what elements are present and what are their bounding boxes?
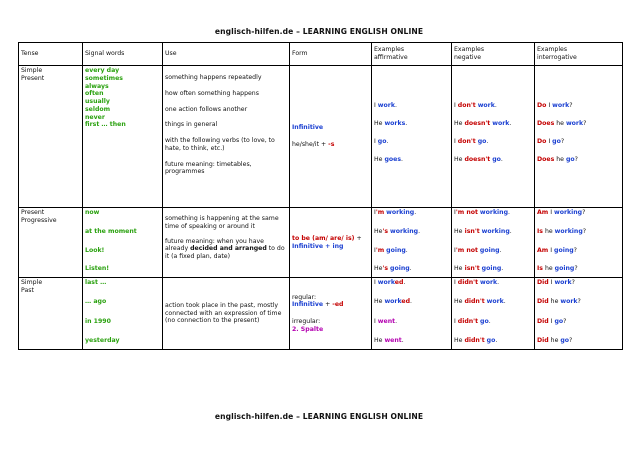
auxiliary: 'm [375,246,385,254]
use-present-progressive [163,208,290,278]
form-plus: + [354,234,362,242]
verb: going [390,265,410,273]
affirmative-present-progressive [372,208,452,278]
interrogative-simple-past [535,278,623,350]
subject: I [374,102,376,109]
verb: work [384,298,402,306]
auxiliary: Did [537,298,549,306]
verb: work [552,102,570,109]
verb: goes [384,156,401,164]
auxiliary: Do [537,102,547,109]
punct: . [401,156,403,164]
form-present-progressive [290,208,372,278]
subject: I [550,279,553,286]
punct: . [503,298,506,306]
punct: . [499,246,502,254]
form-simple-present [290,66,372,208]
subject: he [556,120,564,128]
example-sentence [537,138,620,146]
use-simple-present [163,66,290,208]
punct: . [488,317,491,325]
punct: ? [569,337,573,345]
punct: . [409,265,412,273]
signal-word: first … then [85,121,126,129]
subject: he [550,337,559,345]
form-infinitive: Infinitive [292,242,324,250]
tense-present-progressive [19,208,83,278]
negative-simple-past [452,278,535,350]
tenses-table [18,42,623,350]
punct: . [495,337,498,345]
example-sentence [537,156,620,164]
header-row [19,43,623,66]
use-text: future meaning: when you have already [165,237,264,253]
header-use: Use [163,43,290,66]
verb: going [554,265,575,273]
auxiliary: Did [537,317,549,325]
form-suffix: -s [328,141,335,148]
subject: he [556,156,564,164]
punct: . [494,102,497,109]
auxiliary: doesn't [464,120,491,128]
negative-present-progressive [452,208,535,278]
verb: go [377,138,387,146]
verb: work [377,102,395,109]
punct: . [403,279,406,286]
subject: He [374,120,383,128]
page-footer-title: englisch-hilfen.de – LEARNING ENGLISH ONLINE [214,412,424,421]
punct: ? [582,209,586,216]
auxiliary: Does [537,156,555,164]
subject: he [550,298,559,306]
auxiliary: doesn't [464,156,491,164]
header-negative [452,43,535,66]
example-sentence [374,318,449,326]
signal-word: every day [85,67,120,74]
auxiliary: didn't [457,317,479,325]
subject: I [374,279,376,286]
verb: go [552,138,561,146]
example-sentence [454,102,532,110]
form-suffix: -ed [332,301,344,309]
punct: . [394,102,397,109]
punct: . [500,156,503,164]
verb: go [477,138,487,146]
auxiliary: Is [537,265,543,273]
header-negative-line2: negative [454,54,482,61]
example-sentence [454,265,532,273]
verb: went [377,317,396,325]
subject: He [374,156,383,164]
punct: ? [583,120,587,128]
auxiliary: Did [537,279,549,286]
use-item: things in general [165,121,218,129]
form-rule [292,301,369,309]
signal-word: in 1990 [85,317,111,325]
auxiliary: Am [537,246,549,254]
use-item: something happens repeatedly [165,74,262,81]
use-item: with the following verbs (to love, to hate, to think, etc.) [165,137,275,152]
signal-words-simple-present [83,66,163,208]
page-header-title: englisch-hilfen.de – LEARNING ENGLISH ONLINE [214,27,424,36]
header-negative-line1: Examples [454,46,485,54]
subject: He [454,120,463,128]
subject: I [374,246,376,254]
example-sentence [454,337,532,345]
punct: . [386,138,389,146]
form-rule [292,141,369,149]
row-present-progressive [19,208,623,278]
punct: ? [569,102,573,109]
example-sentence [454,209,532,217]
tense-label: Past [21,286,34,294]
verb: going [481,265,502,273]
auxiliary: isn't [462,227,480,235]
subject: I [454,209,456,216]
header-form: Form [290,43,372,66]
verb: go [492,156,501,164]
example-sentence [454,138,532,146]
auxiliary: 's [382,227,389,235]
signal-word: now [85,209,100,216]
auxiliary: 'm not [455,209,478,216]
example-sentence [374,337,449,345]
verb: go [565,156,575,164]
auxiliary: didn't [457,279,479,286]
verb: go [560,337,570,345]
verb: work [477,102,495,109]
example-sentence [374,298,449,306]
verb: working [481,227,510,235]
signal-words-present-progressive [83,208,163,278]
punct: ? [582,227,587,235]
auxiliary: 's [382,265,389,273]
verb: working [554,209,583,216]
punct: ? [560,138,565,146]
row-simple-present [19,66,623,208]
subject: He [374,265,383,273]
example-sentence [454,156,532,164]
verb-ending: ed [394,279,404,286]
negative-simple-present [452,66,535,208]
signal-word: Look! [85,246,105,254]
verb: went [384,337,402,345]
verb: work [486,298,504,306]
signal-word: … ago [85,298,107,306]
example-sentence [374,120,449,128]
header-affirmative-line1: Examples [374,46,405,54]
verb: working [479,209,509,216]
auxiliary: isn't [462,265,480,273]
form-regular-label: regular: [292,293,317,301]
example-sentence [537,102,620,110]
auxiliary: didn't [464,337,485,345]
subject: I [374,209,376,216]
use-item: how often something happens [165,89,259,97]
subject: he [544,227,553,235]
punct: . [414,209,417,216]
punct: ? [571,279,575,286]
tense-label: Simple [21,67,43,74]
header-tense: Tense [19,43,83,66]
subject: I [454,138,456,146]
punct: . [401,337,404,345]
example-sentence [537,318,620,326]
example-sentence [374,138,449,146]
punct: . [497,279,500,286]
subject: I [548,138,551,146]
header-interrogative [535,43,623,66]
verb: go [480,317,489,325]
example-sentence [374,228,449,236]
auxiliary: Did [537,337,549,345]
subject: He [374,227,383,235]
example-sentence [537,228,620,236]
subject: I [548,102,551,109]
verb: going [554,246,574,254]
subject: I [454,246,456,254]
example-sentence [454,318,532,326]
auxiliary: don't [457,138,476,146]
subject: I [550,317,553,325]
punct: . [410,298,413,306]
subject: He [454,337,463,345]
header-affirmative-line2: affirmative [374,54,408,61]
verb: working [554,227,583,235]
signal-word: yesterday [85,337,120,345]
verb: going [479,246,500,254]
auxiliary: Am [537,209,549,216]
subject: He [454,298,463,306]
signal-word: Listen! [85,265,110,273]
form-infinitive: Infinitive [292,301,324,309]
form-rule-text: he/she/it + [292,141,329,148]
example-sentence [374,209,449,217]
punct: . [405,120,408,128]
example-sentence [537,247,620,255]
punct: ? [574,265,578,273]
example-sentence [454,279,532,287]
subject: He [454,156,463,164]
example-sentence [537,120,620,128]
example-sentence [454,247,532,255]
verb: work [554,279,572,286]
tense-label: Present [21,74,45,82]
subject: I [454,279,456,286]
punct: ? [577,298,581,306]
example-sentence [454,228,532,236]
signal-word: often [85,90,104,98]
example-sentence [537,209,620,217]
punct: . [508,209,510,216]
use-item: future meaning: timetables, programmes [165,160,252,176]
verb: work [480,279,498,286]
form-to-be: to be (am/ are/ is) [292,234,355,242]
example-sentence [374,247,449,255]
example-sentence [537,279,620,287]
verb: go [486,337,496,345]
punct: . [405,246,408,254]
subject: I [454,102,456,109]
auxiliary: don't [457,102,476,109]
form-irregular-label: irregular: [292,318,321,325]
example-sentence [374,156,449,164]
form-plus: + [323,301,333,309]
punct: . [395,317,398,325]
subject: I [454,317,456,325]
verb: going [386,246,406,254]
auxiliary: 'm not [455,246,478,254]
example-sentence [537,265,620,273]
signal-word: always [85,82,109,90]
example-sentence [454,298,532,306]
example-sentence [454,120,532,128]
subject: I [550,246,553,254]
example-sentence [537,337,620,345]
auxiliary: didn't [464,298,485,306]
subject: He [374,337,383,345]
example-sentence [374,279,449,287]
form-infinitive: Infinitive [292,124,324,132]
use-text: to do it (a fixed plan, date) [165,245,285,260]
signal-word: last … [85,279,107,286]
tense-label: Simple [21,279,43,286]
verb: work [560,298,578,306]
interrogative-present-progressive [535,208,623,278]
auxiliary: Is [537,227,543,235]
form-irregular-rule: 2. Spalte [292,325,324,333]
use-item: one action follows another [165,105,248,113]
verb: work [377,279,395,286]
punct: . [509,120,512,128]
verb: working [390,227,419,235]
use-item [165,238,287,261]
tense-label: Present [21,209,45,216]
header-signal-words: Signal words [83,43,163,66]
subject: He [374,298,383,306]
verb: works [384,120,406,128]
verb: work [565,120,584,128]
punct: . [486,138,489,146]
subject: I [374,317,376,325]
signal-words-simple-past [83,278,163,350]
subject: He [454,227,463,235]
example-sentence [537,298,620,306]
subject: I [374,138,376,146]
punct: . [418,227,421,235]
verb: work [492,120,510,128]
signal-word: never [85,113,105,121]
header-affirmative [372,43,452,66]
auxiliary: Do [537,138,547,146]
form-simple-past [290,278,372,350]
auxiliary: 'm [375,209,385,216]
verb: go [554,317,564,325]
punct: ? [573,246,577,254]
signal-word: sometimes [85,74,123,82]
use-item: something is happening at the same time of speaking or around it [165,215,279,230]
row-simple-past [19,278,623,350]
tense-label: Progressive [21,216,57,224]
affirmative-simple-present [372,66,452,208]
tense-simple-present [19,66,83,208]
punct: . [501,265,504,273]
auxiliary: Does [537,120,555,128]
affirmative-simple-past [372,278,452,350]
use-item: action took place in the past, mostly connected with an expression of time (no connection to the present) [165,301,282,325]
punct: ? [574,156,578,164]
verb-ending: ed [401,298,411,306]
example-sentence [374,265,449,273]
header-interrogative-line1: Examples [537,46,568,54]
tense-simple-past [19,278,83,350]
example-sentence [374,102,449,110]
punct: ? [563,317,567,325]
form-rule [292,243,369,251]
form-rule [292,235,369,243]
punct: . [509,227,512,235]
subject: he [544,265,553,273]
use-simple-past [163,278,290,350]
verb: working [386,209,415,216]
form-ing: + ing [325,242,344,250]
use-emphasis: decided and arranged [190,245,267,253]
signal-word: at the moment [85,227,137,235]
signal-word: seldom [85,105,111,113]
subject: He [454,265,463,273]
signal-word: usually [85,98,110,105]
header-interrogative-line2: interrogative [537,54,577,61]
subject: I [550,209,553,216]
interrogative-simple-present [535,66,623,208]
